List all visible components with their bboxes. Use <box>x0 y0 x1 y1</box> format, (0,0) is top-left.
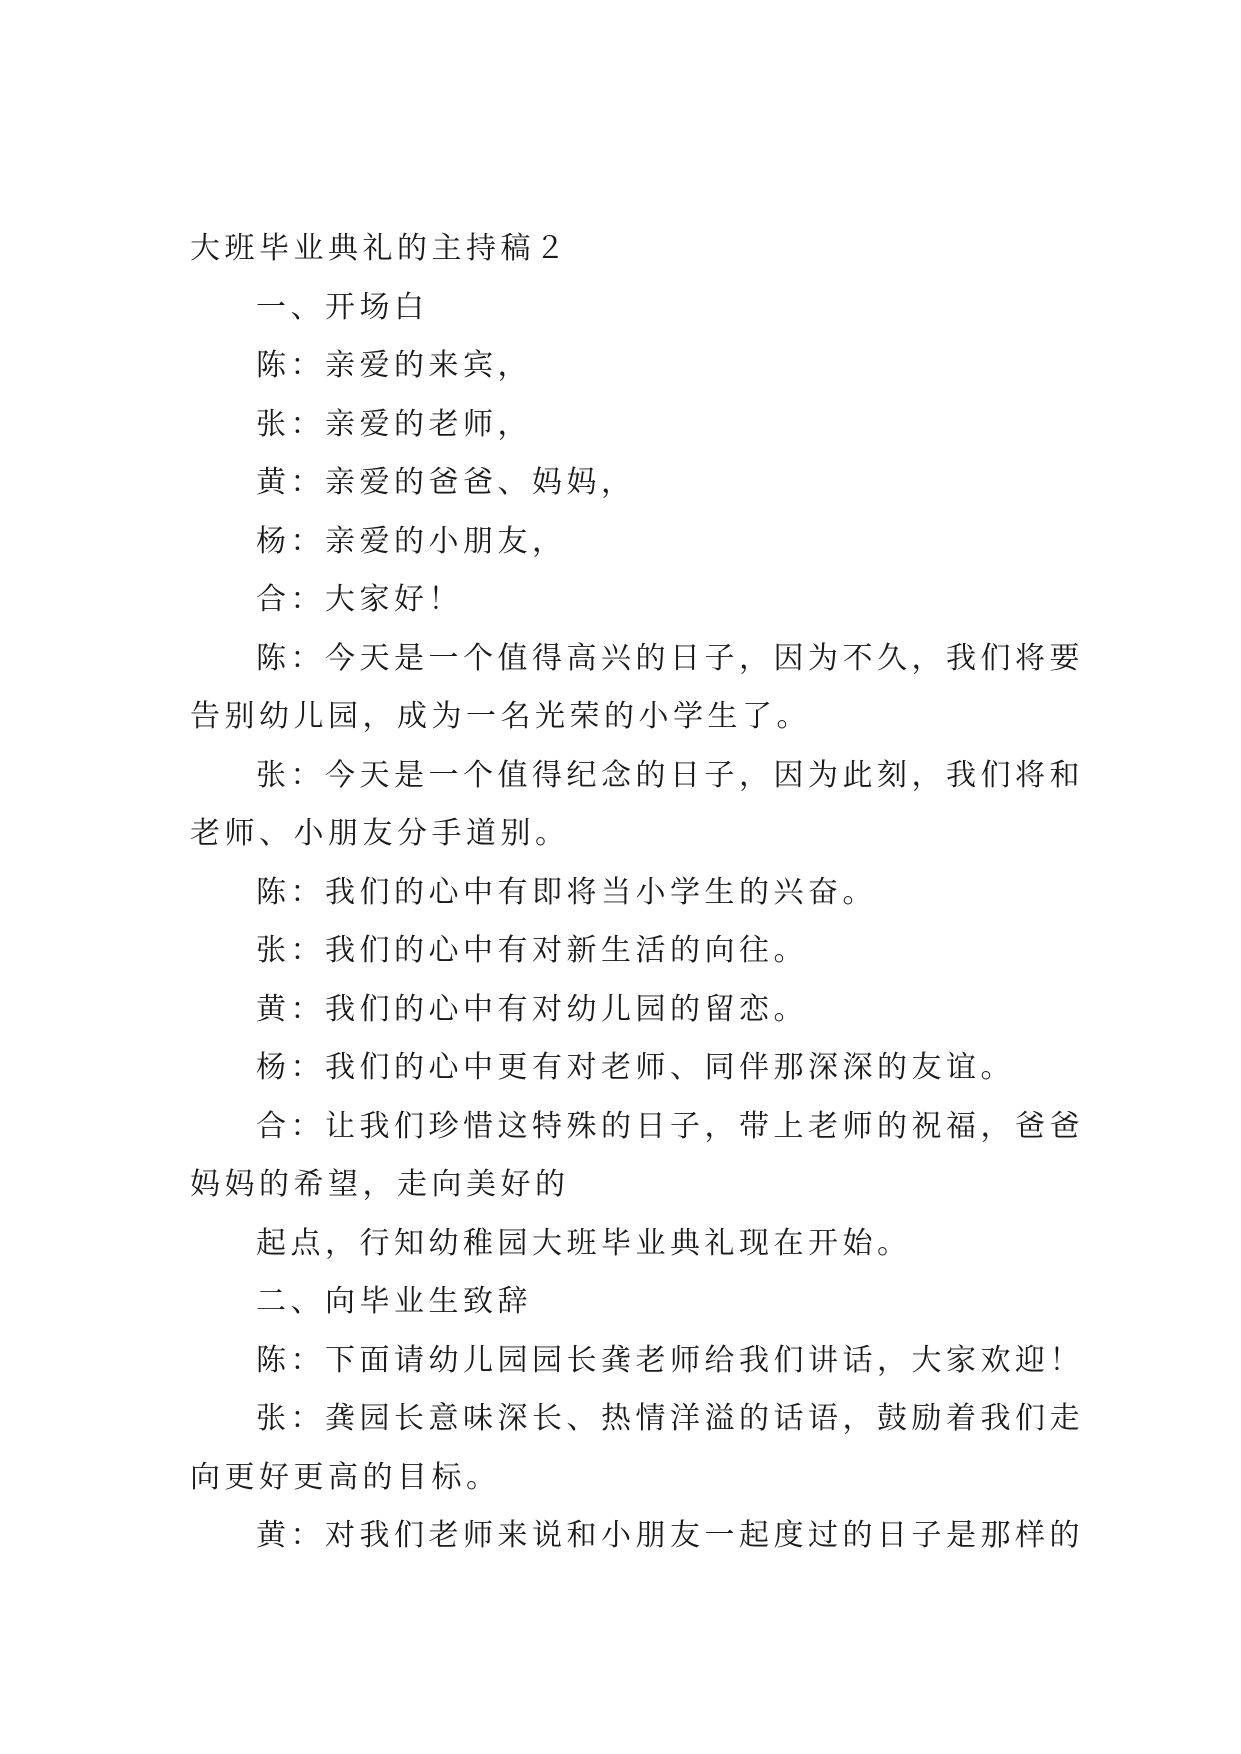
dialogue-line: 陈：今天是一个值得高兴的日子，因为不久，我们将要 <box>256 640 1084 676</box>
dialogue-continuation: 老师、小朋友分手道别。 <box>190 816 570 851</box>
dialogue-line: 起点，行知幼稚园大班毕业典礼现在开始。 <box>256 1225 912 1261</box>
dialogue-line: 杨：亲爱的小朋友， <box>256 523 567 559</box>
document-title: 大班毕业典礼的主持稿２ <box>190 231 570 266</box>
dialogue-continuation: 告别幼儿园，成为一名光荣的小学生了。 <box>190 699 811 734</box>
dialogue-continuation: 向更好更高的目标。 <box>190 1459 501 1495</box>
dialogue-line: 张：我们的心中有对新生活的向往。 <box>256 933 808 968</box>
section-heading: 一、开场白 <box>256 289 429 325</box>
dialogue-line: 黄：我们的心中有对幼儿园的留恋。 <box>256 991 808 1027</box>
document-page <box>190 220 1084 1566</box>
dialogue-line: 陈：亲爱的来宾， <box>256 348 532 383</box>
dialogue-line: 合：大家好！ <box>256 582 463 617</box>
dialogue-line: 黄：亲爱的爸爸、妈妈， <box>256 465 636 500</box>
dialogue-line: 杨：我们的心中更有对老师、同伴那深深的友谊。 <box>256 1050 1015 1085</box>
dialogue-line: 张：龚园长意味深长、热情洋溢的话语，鼓励着我们走 <box>256 1401 1084 1436</box>
section-heading: 二、向毕业生致辞 <box>256 1284 532 1319</box>
dialogue-line: 陈：我们的心中有即将当小学生的兴奋。 <box>256 874 877 910</box>
dialogue-line: 陈：下面请幼儿园园长龚老师给我们讲话，大家欢迎！ <box>256 1342 1084 1378</box>
dialogue-line: 张：亲爱的老师， <box>256 406 532 442</box>
dialogue-line: 张：今天是一个值得纪念的日子，因为此刻，我们将和 <box>256 757 1084 793</box>
dialogue-line: 黄：对我们老师来说和小朋友一起度过的日子是那样的 <box>256 1518 1084 1553</box>
dialogue-continuation: 妈妈的希望，走向美好的 <box>190 1167 570 1202</box>
dialogue-line: 合：让我们珍惜这特殊的日子，带上老师的祝福，爸爸 <box>256 1108 1084 1144</box>
